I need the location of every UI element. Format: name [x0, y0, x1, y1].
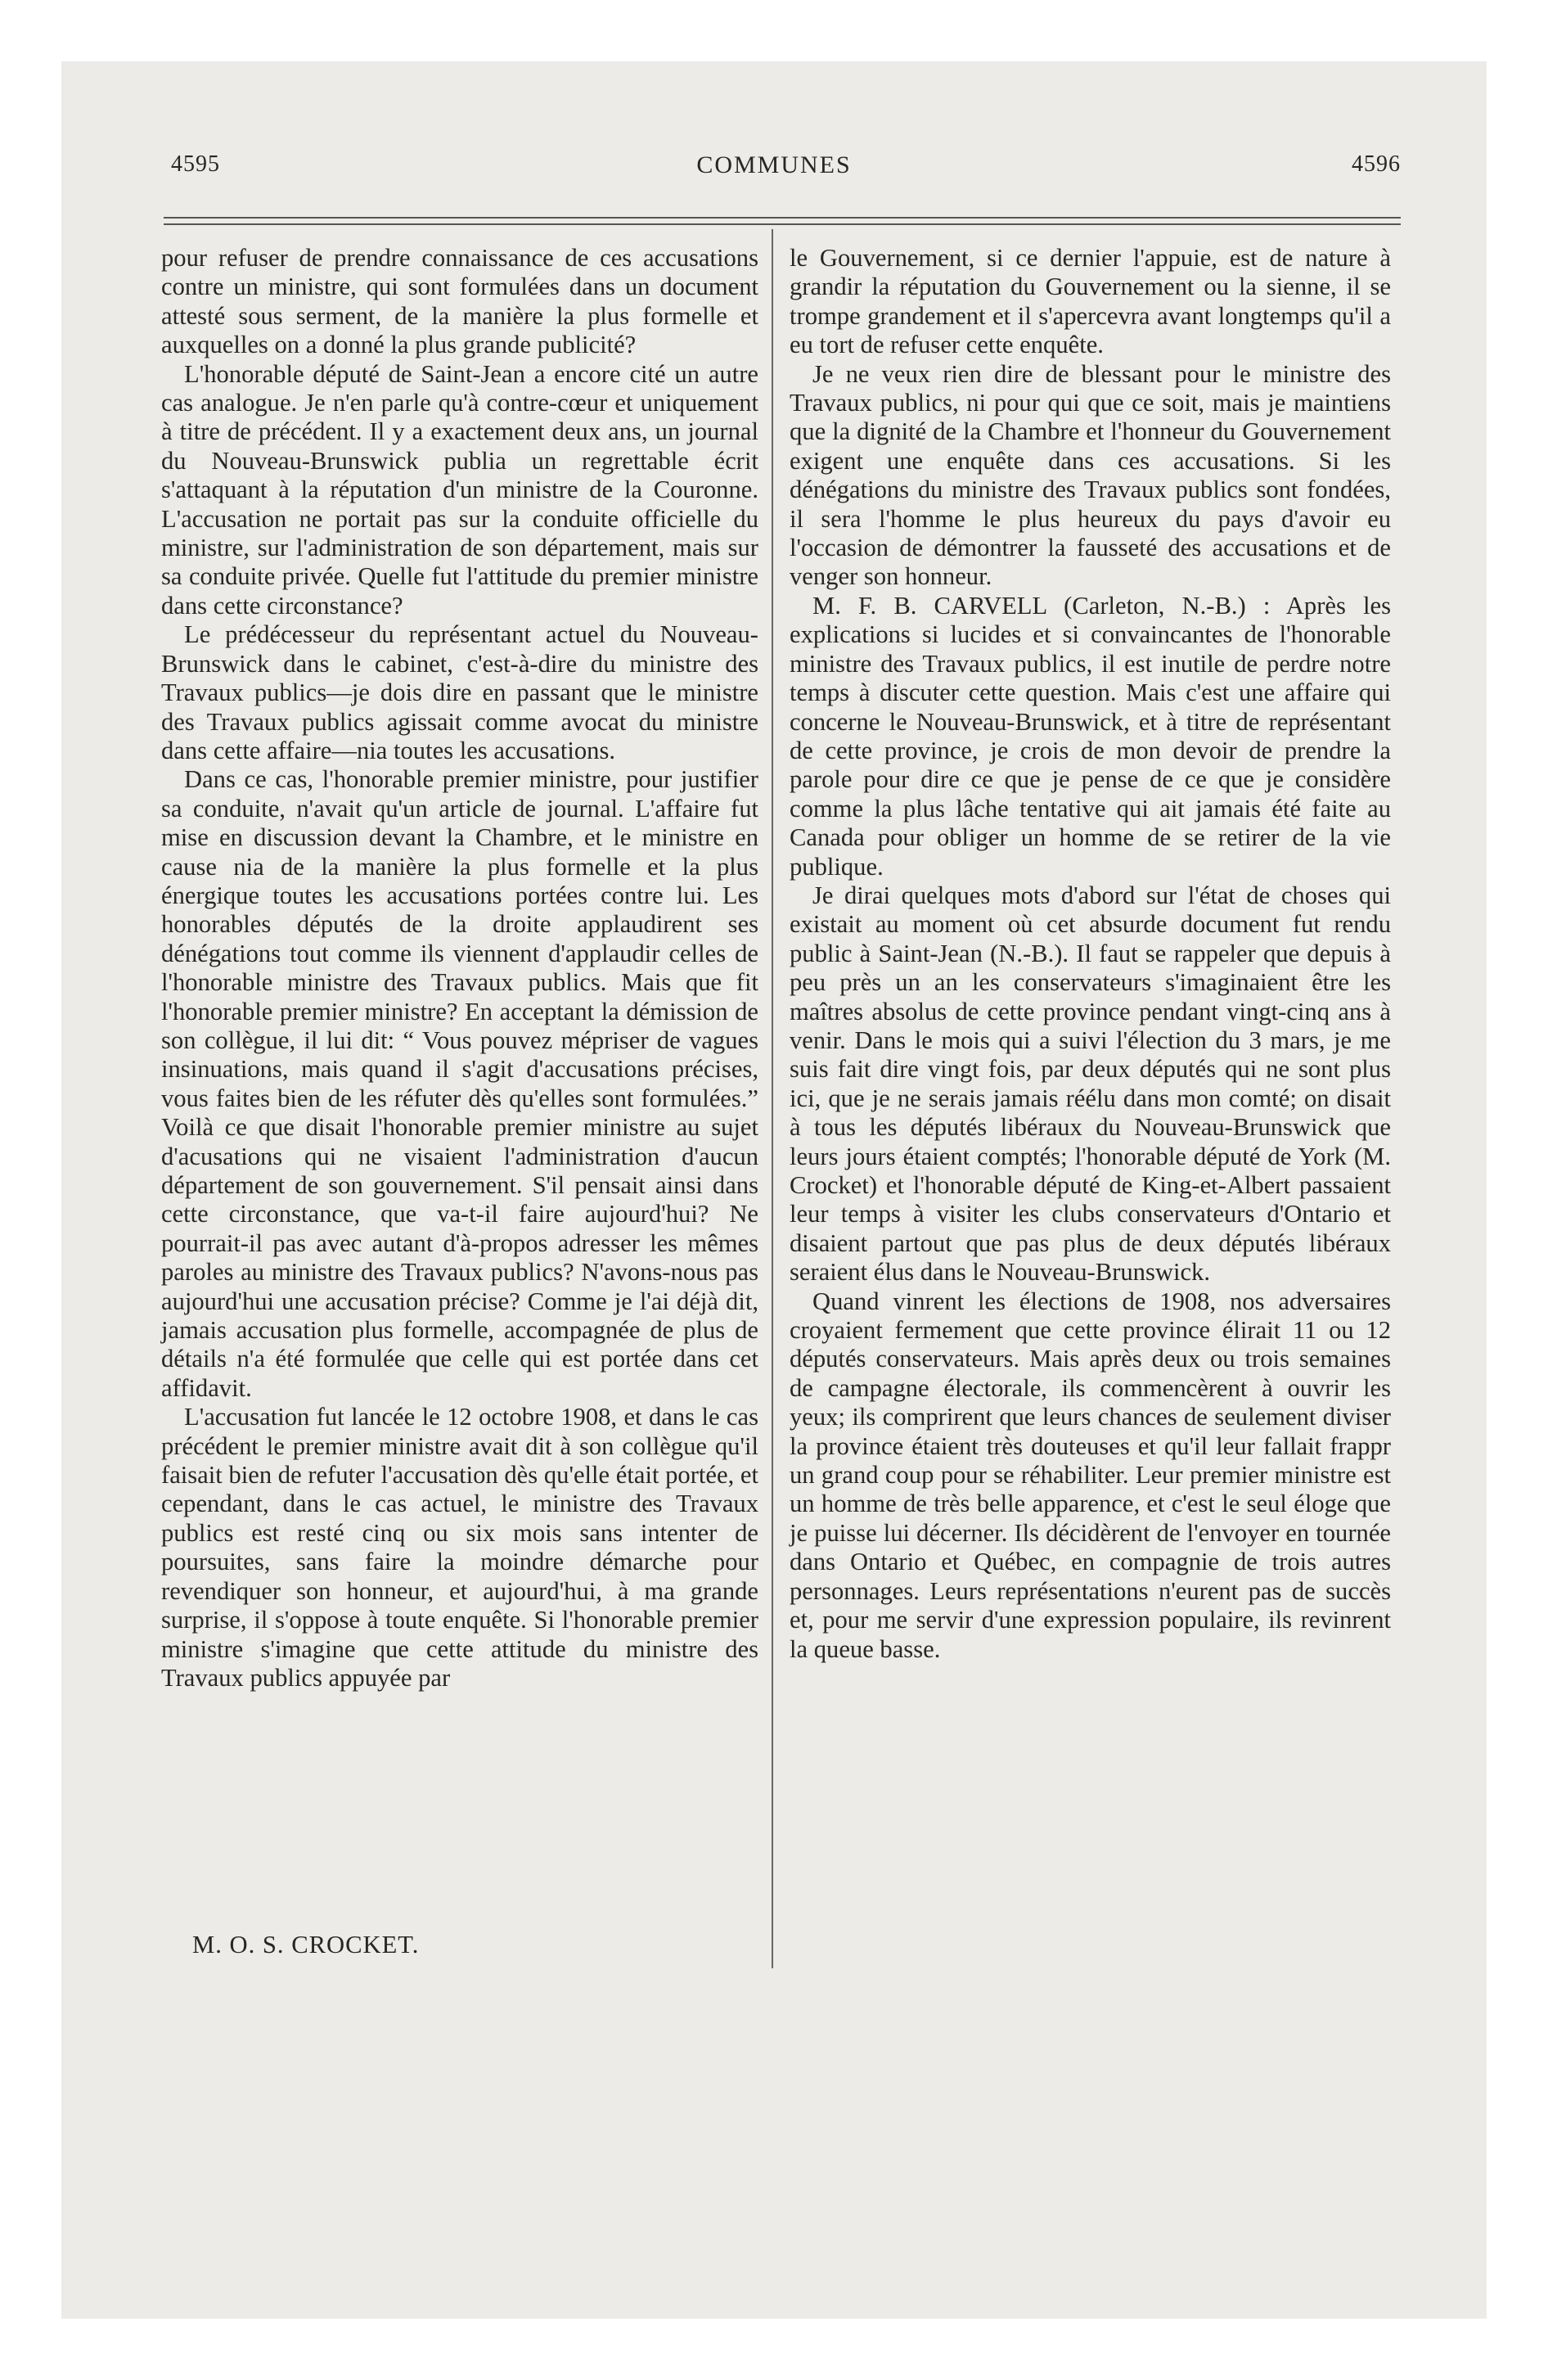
paragraph: Je dirai quelques mots d'abord sur l'état de choses qui existait au moment où cet absurde document fut rendu public à Saint-Jean (N.-B.). Il faut se rappeler que depuis à peu près un an les conservateurs s'imaginaient être les maîtres absolus de cette province pendant vingt-cinq ans à venir. Dans le mois qui a suivi l'élection du 3 mars, je me suis fait dire vingt fois, par deux députés qui ne sont plus ici, que je ne serais jamais réélu dans mon comté; on disait à tous les députés libéraux du Nouveau-Brunswick que leurs jours étaient comptés; l'honorable député de York (M. Crocket) et l'honorable député de King-et-Albert passaient leur temps à visiter les clubs conservateurs d'Ontario et disaient partout que pas plus de deux députés libéraux seraient élus dans le Nouveau-Brunswick. [790, 881, 1391, 1287]
speaker-name: M. F. B. CARVELL (Carleton, N.-B.) : [812, 591, 1271, 620]
page-header [61, 151, 1487, 192]
header-rule [164, 217, 1401, 219]
speaker-text: Après les explications si lucides et si convaincantes de l'honorable ministre des Travaux publics, il est inutile de perdre notre temps à discuter cette question. Mais c'est une affaire qui concerne le Nouveau-Brunswick, et à titre de représentant de cette province, je crois de mon devoir de prendre la parole pour dire ce que je pense de ce que je considère comme la plus lâche tentative qui ait jamais été faite au Canada pour obliger un homme de se retirer de la vie publique. [790, 591, 1391, 881]
left-column [161, 244, 758, 1693]
right-column [790, 244, 1391, 1664]
column-divider [772, 229, 773, 1968]
page-number-left: 4595 [171, 151, 220, 177]
paragraph: Dans ce cas, l'honorable premier ministre, pour justifier sa conduite, n'avait qu'un article de journal. L'affaire fut mise en discussion devant la Chambre, et le ministre en cause nia de la manière la plus formelle et la plus énergique toutes les accusations portées contre lui. Les honorables députés de la droite applaudirent ses dénégations tout comme ils viennent d'applaudir celles de l'honorable ministre des Travaux publics. Mais que fit l'honorable premier ministre? En acceptant la démission de son collègue, il lui dit: “ Vous pouvez mépriser de vagues insinuations, mais quand il s'agit d'accusations précises, vous faites bien de les réfuter dès qu'elles sont formulées.” Voilà ce que disait l'honorable premier ministre au sujet d'acusations qui ne visaient l'administration d'aucun département de son gouvernement. S'il pensait ainsi dans cette circonstance, que va-t-il faire aujourd'hui? Ne pourrait-il pas avec autant d'à-propos adresser les mêmes paroles au ministre des Travaux publics? N'avons-nous pas aujourd'hui une accusation précise? Comme je l'ai déjà dit, jamais accusation plus formelle, accompagnée de plus de détails n'a été formulée que celle qui est portée dans cet affidavit. [161, 765, 758, 1402]
page [61, 61, 1487, 2319]
paragraph: Quand vinrent les élections de 1908, nos adversaires croyaient fermement que cette province élirait 11 ou 12 députés conservateurs. Mais après deux ou trois semaines de campagne électorale, ils commencèrent à ouvrir les yeux; ils comprirent que leurs chances de seulement diviser la province étaient très douteuses et qu'il leur fallait frappr un grand coup pour se réhabiliter. Leur premier ministre est un homme de très belle apparence, et c'est le seul éloge que je puisse lui décerner. Ils décidèrent de l'envoyer en tournée dans Ontario et Québec, en compagnie de trois autres personnages. Leurs représentations n'eurent pas de succès et, pour me servir d'une expression populaire, ils revinrent la queue basse. [790, 1287, 1391, 1663]
signature-footer: M. O. S. CROCKET. [192, 1931, 420, 1959]
running-title: COMMUNES [696, 151, 852, 178]
page-number-right: 4596 [1352, 151, 1401, 177]
header-rule-double [164, 223, 1401, 225]
paragraph: Je ne veux rien dire de blessant pour le ministre des Travaux publics, ni pour qui que ce soit, mais je maintiens que la dignité de la Chambre et l'honneur du Gouvernement exigent une enquête dans ces accusations. Si les dénégations du ministre des Travaux publics sont fondées, il sera l'homme le plus heureux du pays d'avoir eu l'occasion de démontrer la fausseté des accusations et de venger son honneur. [790, 359, 1391, 591]
paragraph: le Gouvernement, si ce dernier l'appuie, est de nature à grandir la réputation du Gouvernement ou la sienne, il se trompe grandement et il s'apercevra avant longtemps qu'il a eu tort de refuser cette enquête. [790, 244, 1391, 359]
speaker-paragraph [790, 592, 1391, 881]
paragraph: pour refuser de prendre connaissance de ces accusations contre un ministre, qui sont formulées dans un document attesté sous serment, de la manière la plus formelle et auxquelles on a donné la plus grande publicité? [161, 244, 758, 359]
paragraph: Le prédécesseur du représentant actuel du Nouveau-Brunswick dans le cabinet, c'est-à-dire du ministre des Travaux publics—je dois dire en passant que le ministre des Travaux publics agissait comme avocat du ministre dans cette affaire—nia toutes les accusations. [161, 620, 758, 764]
paragraph: L'honorable député de Saint-Jean a encore cité un autre cas analogue. Je n'en parle qu'à contre-cœur et uniquement à titre de précédent. Il y a exactement deux ans, un journal du Nouveau-Brunswick publia un regrettable écrit s'attaquant à la réputation d'un ministre de la Couronne. L'accusation ne portait pas sur la conduite officielle du ministre, sur l'administration de son département, mais sur sa conduite privée. Quelle fut l'attitude du premier ministre dans cette circonstance? [161, 359, 758, 620]
paragraph: L'accusation fut lancée le 12 octobre 1908, et dans le cas précédent le premier ministre avait dit à son collègue qu'il faisait bien de refuter l'accusation dès qu'elle était portée, et cependant, dans le cas actuel, le ministre des Travaux publics est resté cinq ou six mois sans intenter de poursuites, sans faire la moindre démarche pour revendiquer son honneur, et aujourd'hui, à ma grande surprise, il s'oppose à toute enquête. Si l'honorable premier ministre s'imagine que cette attitude du ministre des Travaux publics appuyée par [161, 1403, 758, 1692]
